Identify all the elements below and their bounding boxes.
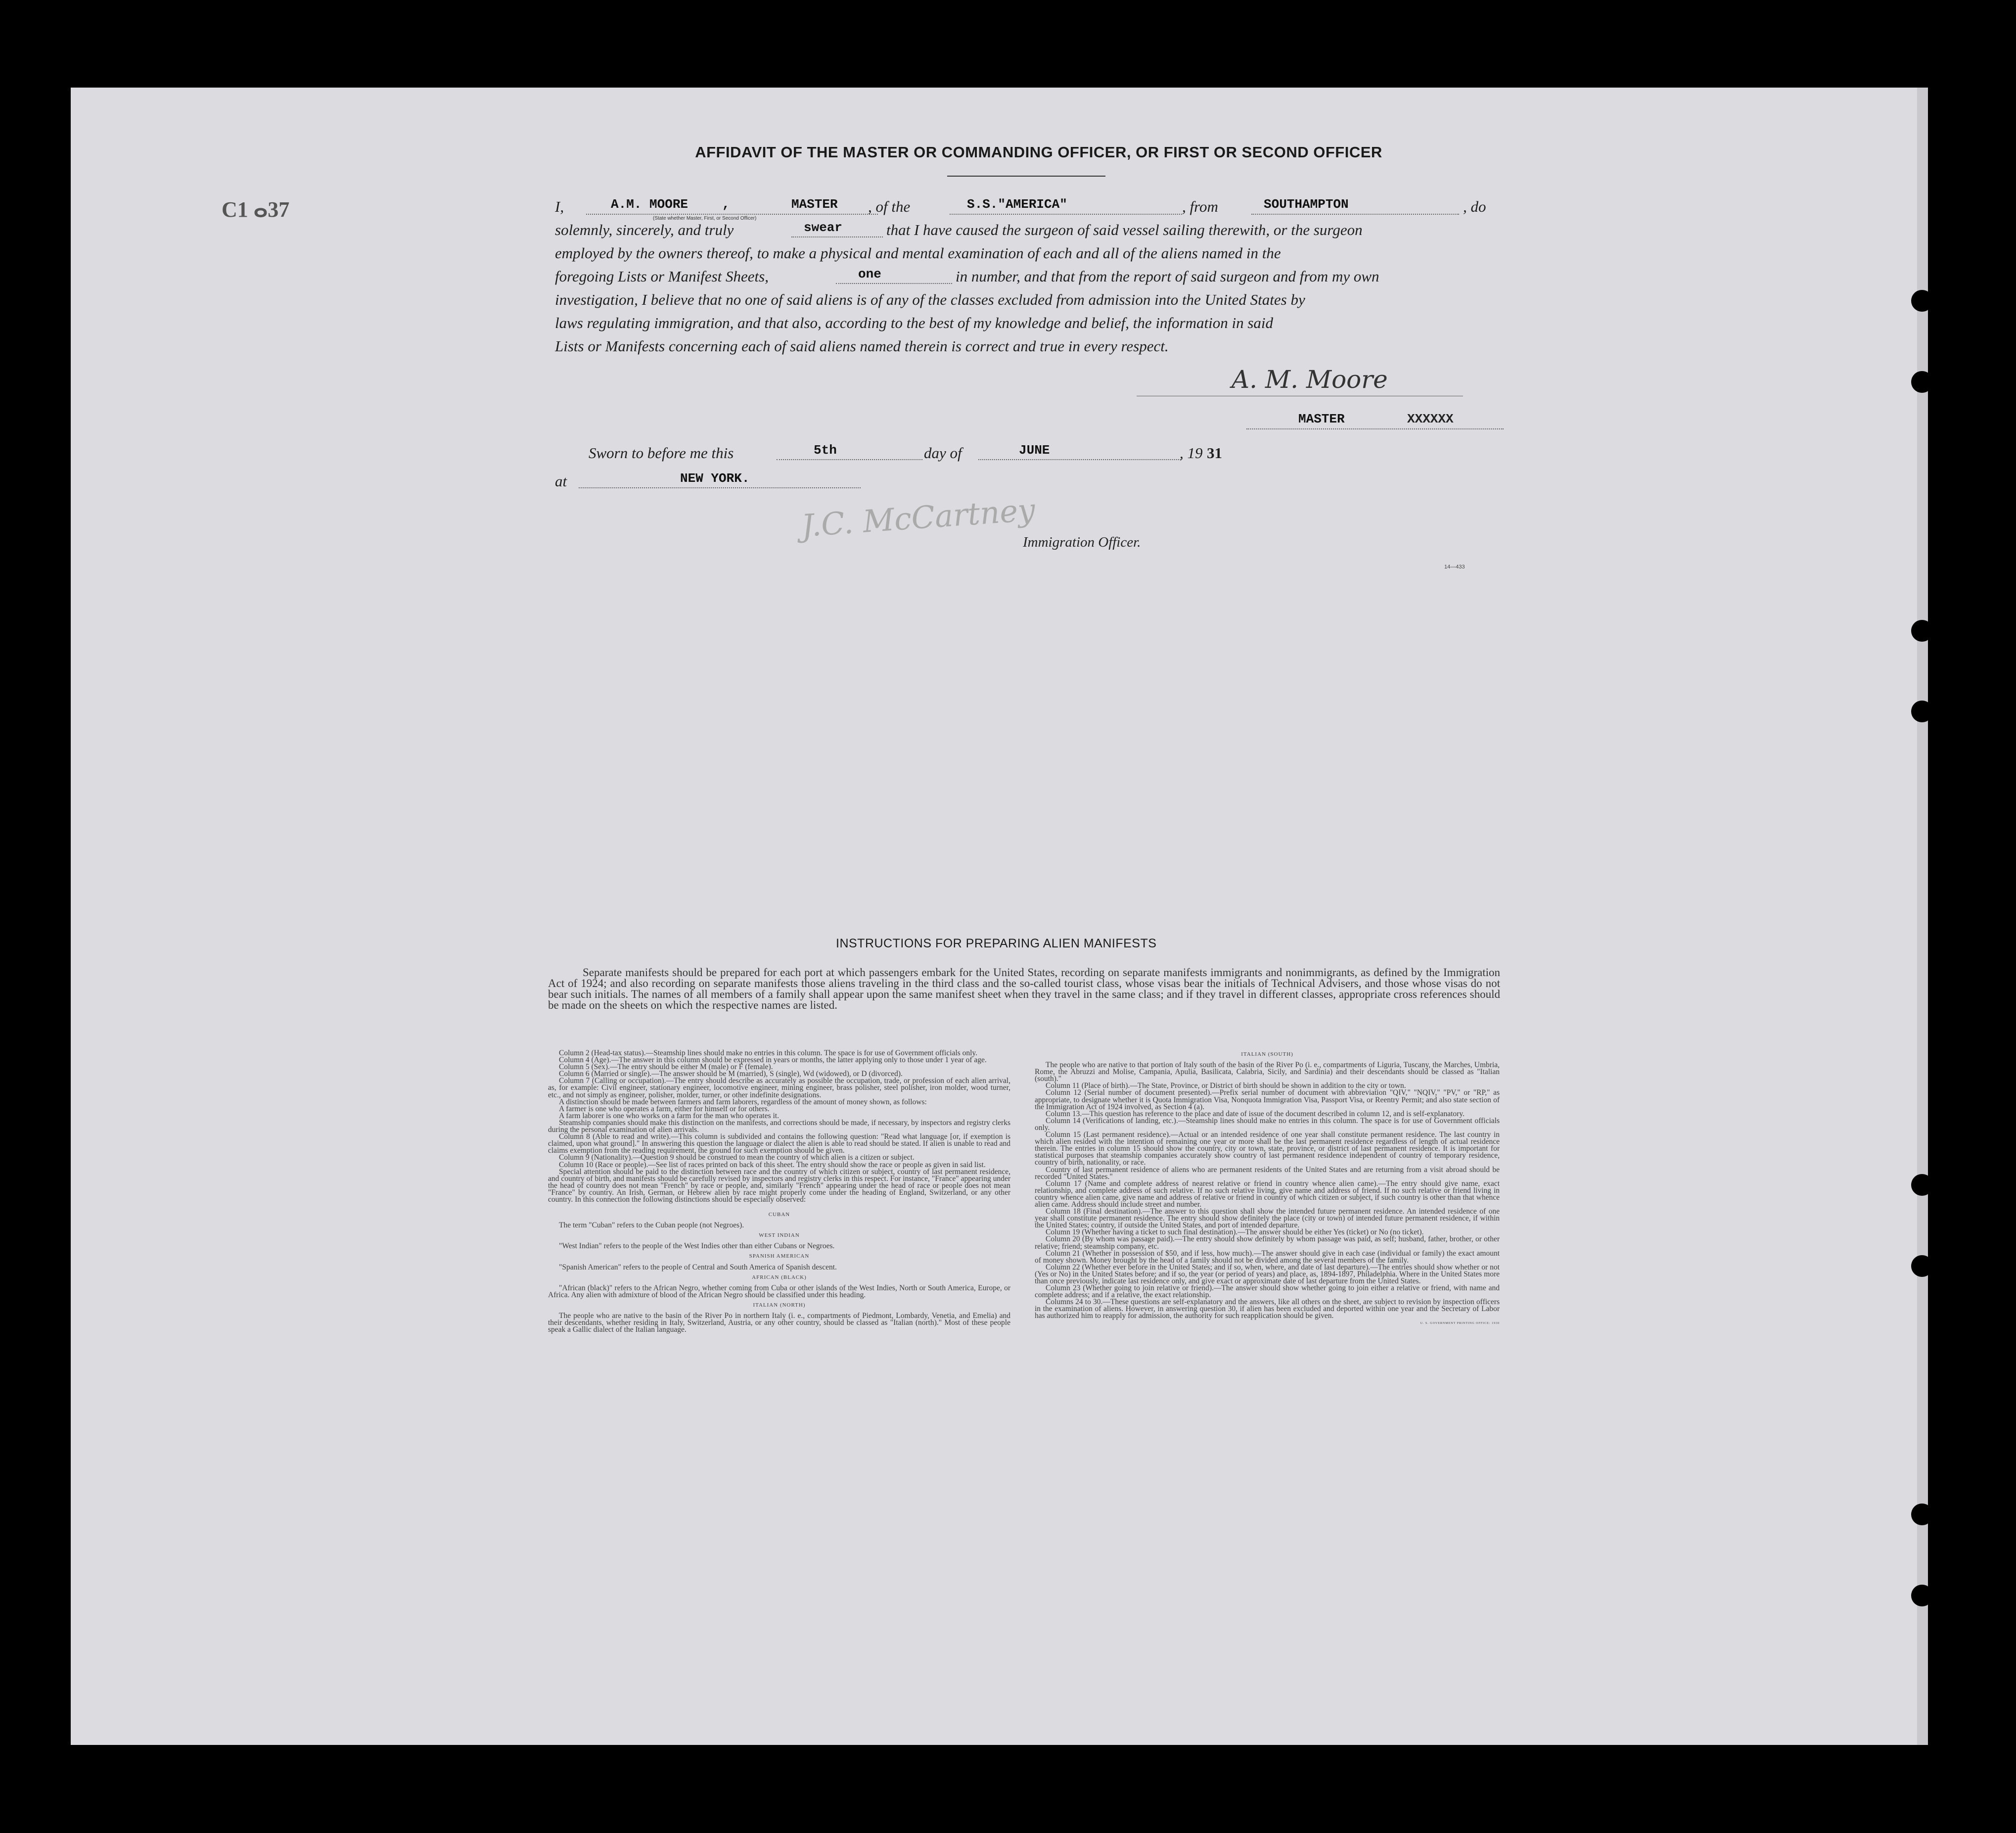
instruction-paragraph: Column 4 (Age).—The answer in this column should be expressed in years or months, the latter applying only to those under 1 year of age. [559,1056,987,1065]
officer-rank: MASTER [791,197,838,212]
vessel-name: S.S."AMERICA" [967,197,1067,212]
place-rule [579,487,861,488]
instructions-title: INSTRUCTIONS FOR PREPARING ALIEN MANIFESTS [836,937,1157,950]
instruction-paragraph: Column 5 (Sex).—The entry should be either M (male) or F (female). [559,1063,773,1072]
sheet-count: one [858,267,881,282]
rank-rule [586,214,878,215]
manifest-sheet [71,88,1928,1745]
instruction-paragraph: Column 20 (By whom was passage paid).—The entry should show definitely by whom passage was paid, as self; husband, father, brother, or other relative; friend; steamship company, etc. [1035,1235,1500,1251]
sworn-place: NEW YORK. [680,471,750,486]
instruction-paragraph: Column 9 (Nationality).—Question 9 should be construed to mean the country of which alien is a citizen or subject. [559,1153,915,1162]
affidavit-line-4b: in number, and that from the report of said surgeon and from my own [956,268,1379,285]
sworn-line: Sworn to before me this [589,444,734,462]
instructions-left-column [548,1050,1010,1333]
instruction-paragraph: Steamship companies should make this distinction on the manifests, and corrections should be made, if necessary, by inspectors and registry clerks during the personal examination of alien arrivals. [548,1118,1010,1134]
italian-north-heading: ITALIAN (NORTH) [753,1302,806,1308]
instruction-paragraph: Special attention should be paid to the distinction between race and the country of which citizen or subject, country of last permanent residence, and country of birth, and manifests should be carefully revised by inspectors and registry clerks in this respect. For instance, "France" appearing under the head of country does not mean "French" by race or people, and, similarly "French" appearing under the head of race or people does not mean "France" by country. An Irish, German, or Hebrew alien by race might properly come under the heading of England, Switzerland, or any other country. In this connection the following distinctions should be especially observed: [548,1167,1010,1204]
punch-hole [1911,1585,1933,1606]
instruction-paragraph: A distinction should be made between farmers and farm laborers, regardless of the amount of money shown, as follows: [559,1097,927,1106]
instruction-paragraph: Column 2 (Head-tax status).—Steamship lines should make no entries in this column. The space is for use of Government officials only. [559,1049,978,1057]
sworn-year: 31 [1207,444,1222,462]
cuban-heading: CUBAN [768,1212,790,1218]
oath-rule [791,236,883,237]
instruction-paragraph: Country of last permanent residence of aliens who are permanent residents of the United States and are returning from a visit abroad should be recorded "United States." [1035,1165,1500,1181]
day-rule [777,459,922,460]
affidavit-line-1: I, [555,198,564,215]
sworn-month: JUNE [1019,443,1050,458]
punch-hole [1911,1174,1933,1196]
title-line [1246,428,1504,429]
affidavit-line-2: solemnly, sincerely, and truly [555,221,734,238]
sworn-day: 5th [814,443,837,458]
rank-note: (State whether Master, First, or Second Officer) [653,216,757,221]
officer-name-comma: , [722,197,730,212]
instruction-paragraph: The people who are native to that portion of Italy south of the basin of the River Po (i. e., compartments of Liguria, Tuscany, the Marches, Umbria, Rome, the Abruzzi and Molise, Campania, Apulia, Basilicata, Calabria, Sicily, and Sardinia) and their descendants should be classed as "Italian (south)." [1035,1061,1500,1083]
african-text: "African (black)" refers to the African Negro, whether coming from Cuba or other islands of the West Indies, North or South America, Europe, or Africa. Any alien with admixture of blood of the African Negro should be classified under this heading. [548,1283,1010,1299]
officer-signature: J.C. McCartney [800,491,1037,544]
punch-hole [1911,1255,1933,1277]
affidavit-line-4: foregoing Lists or Manifest Sheets, [555,268,769,285]
instruction-paragraph: A farmer is one who operates a farm, either for himself or for others. [559,1104,770,1113]
instruction-paragraph: A farm laborer is one who works on a farm for the man who operates it. [559,1111,779,1120]
sheet-count-rule [836,283,952,284]
instructions-right-column [1035,1050,1500,1327]
spanish-american-heading: SPANISH AMERICAN [749,1253,810,1260]
departure-port: SOUTHAMPTON [1264,197,1349,212]
stray-mark: C1 ⴰ37 [222,197,290,222]
port-rule [1251,214,1459,215]
affidavit-line-5: investigation, I believe that no one of said aliens is of any of the classes excluded from admission into the United States by [555,291,1305,308]
punch-hole [1911,290,1933,312]
instruction-paragraph: Column 11 (Place of birth).—The State, Province, or District of birth should be shown in addition to the city or town. [1046,1081,1406,1090]
instruction-paragraph: Column 17 (Name and complete address of nearest relative or friend in country whence alien came).—The entry should give name, exact relationship, and complete address of such relative. If no such relative living, give name and address of friend. If no such relative or friend living in country whence alien came, give name and address of relative or friend in country of which citizen or subject, if such country is other than that whence alien came. Address should include street and number. [1035,1179,1500,1209]
punch-hole [1911,701,1933,722]
instruction-paragraph: Column 22 (Whether ever before in the United States; and if so, when, where, and date of last departure).—The entries should show whether or not (Yes or No) in the United States before; and if so, the year (or period of years) and place, as, 1894-1897, Philadelphia. Where in the United States more than once previously, indicate last residence only, and give exact or approximate date of last departure from the United States. [1035,1263,1500,1285]
cuban-text: The term "Cuban" refers to the Cuban people (not Negroes). [559,1221,744,1230]
at-label: at [555,472,567,490]
master-signature: A. M. Moore [1232,365,1388,394]
oath-word: swear [804,220,843,235]
west-indian-text: "West Indian" refers to the people of the West Indies other than either Cubans or Negroes. [559,1242,835,1251]
sheet-edge [1917,88,1928,1745]
affidavit-line-2b: that I have caused the surgeon of said vessel sailing therewith, or the surgeon [886,221,1363,238]
from-label: , from [1182,198,1218,215]
printing-office-imprint: U. S. GOVERNMENT PRINTING OFFICE: 1930 [1420,1321,1500,1325]
instruction-paragraph: Column 12 (Serial number of document presented).—Prefix serial number of document with abbreviation "QIV," "NQIV," "PV," or "RP," as appropriate, to designate whether it is Quota Immigration Visa, Nonquota Immigration Visa, Passport Visa, or Reentry Permit; and also state section of the Immigration Act of 1924 involved, as Section 4 (a). [1035,1088,1500,1111]
punch-hole [1911,371,1933,393]
instruction-paragraph: Column 21 (Whether in possession of $50, and if less, how much).—The answer should give in each case (individual or family) the exact amount of money shown. Money brought by the head of a family should not be divided among the several members of the family. [1035,1249,1500,1265]
punch-hole [1911,1504,1933,1525]
instruction-paragraph: Column 6 (Married or single).—The answer should be M (married), S (single), Wd (widowed), or D (divorced). [559,1070,903,1079]
instruction-paragraph: Column 10 (Race or people).—See list of races printed on back of this sheet. The entry should show the race or people as given in said list. [559,1160,986,1169]
instructions-intro: Separate manifests should be prepared for each port at which passengers embark for the United States, recording on separate manifests immigrants and nonimmigrants, as defined by the Immigration Act of 1924; and also recording on separate manifests those aliens traveling in the third class and the so-called tourist class, whose visas bear the initials of Technical Advisers, and those whose visas do not bear such initials. The names of all members of a family shall appear upon the same manifest sheet when they travel in the same class; and if they travel in different classes, appropriate cross references should be made on the sheets on which the respective names are listed. [548,966,1500,1011]
instruction-paragraph: Column 13.—This question has reference to the place and date of issue of the document described in column 12, and is self-explanatory. [1046,1109,1465,1118]
day-of-label: day of [924,444,962,462]
title-rule [947,176,1105,177]
instruction-paragraph: Column 15 (Last permanent residence).—Actual or an intended residence of one year shall constitute permanent residence. The last country in which alien resided with the intention of remaining one year or more shall be the last permanent residence regardless of length of actual residence therein. The entries in column 15 should show the country, city or town, state, province, or district of last permanent residence. It is important for statistical purposes that steamship companies accurately show country of last permanent residence independent of country of temporary residence, country of birth, nationality, or race. [1035,1130,1500,1167]
instruction-paragraph: Column 7 (Calling or occupation).—The entry should describe as accurately as possible the occupation, trade, or profession of each alien arrival, as, for example: Civil engineer, stationary engineer, locomotive engineer, mining engineer, brass polisher, steel polisher, iron molder, wood turner, etc., and not simply as engineer, polisher, molder, turner, or other indefinite designations. [548,1077,1010,1099]
affidavit-line-6: laws regulating immigration, and that also, according to the best of my knowledge and belief, the information in said [555,314,1274,331]
italian-north-text: The people who are native to the basin of the River Po in northern Italy (i. e., compartments of Piedmont, Lombardy, Venetia, and Emelia) and their descendants, whether residing in Italy, Switzerland, Austria, or any other country, should be classed as "Italian (north)." Most of these people speak a Gallic dialect of the Italian language. [548,1312,1010,1334]
officer-name: A.M. MOORE [611,197,688,212]
vessel-rule [950,214,1182,215]
affidavit-line-3: employed by the owners thereof, to make a physical and mental examination of each and all of the aliens named in the [555,244,1281,262]
west-indian-heading: WEST INDIAN [759,1232,800,1239]
do-label: , do [1463,198,1486,215]
instruction-paragraph: Column 14 (Verifications of landing, etc.).—Steamship lines should make no entries in this column. The space is for use of Government officials only. [1035,1116,1500,1132]
spanish-american-text: "Spanish American" refers to the people of Central and South America of Spanish descent. [559,1263,837,1271]
signer-title: MASTER [1298,412,1345,426]
instruction-paragraph: Column 23 (Whether going to join relative or friend).—The answer should show whether going to join either a relative or friend, with name and complete address; and if a relative, the exact relationship. [1035,1284,1500,1300]
instruction-paragraph: Column 18 (Final destination).—The answer to this question shall show the intended future permanent residence. An intended residence of one year shall constitute permanent residence. The entry should show definitely the place (city or town) of intended future permanent residence, if within the United States; country, if outside the United States, and port of intended departure. [1035,1207,1500,1230]
month-rule [978,459,1181,460]
instruction-paragraph: Column 19 (Whether having a ticket to such final destination).—The answer should be either Yes (ticket) or No (no ticket). [1046,1228,1424,1237]
african-heading: AFRICAN (BLACK) [752,1274,807,1280]
immigration-officer-label: Immigration Officer. [1023,534,1141,550]
italian-south-heading: ITALIAN (SOUTH) [1241,1051,1293,1057]
year-prefix: , 19 [1180,444,1203,462]
instruction-paragraph: Columns 24 to 30.—These questions are self-explanatory and the answers, like all others on the sheet, are subject to revision by inspection officers in the examination of aliens. However, in answering question 30, if alien has been excluded and deported within one year and the Secretary of Labor has authorized him to reapply for admission, the authority for such reapplication should be given. [1035,1298,1500,1320]
instruction-paragraph: Column 8 (Able to read and write).—This column is subdivided and contains the following question: "Read what language [or, if exemption is claimed, upon what ground]." In answering this question the language or dialect the alien is able to read should be stated. If alien is unable to read and claims exemption from the reading requirement, the ground for such exemption should be given. [548,1132,1010,1155]
affidavit-title: AFFIDAVIT OF THE MASTER OR COMMANDING OFFICER, OR FIRST OR SECOND OFFICER [695,143,1382,161]
affidavit-line-7: Lists or Manifests concerning each of said aliens named therein is correct and true in every respect. [555,337,1169,355]
signer-title-struck: XXXXXX [1407,412,1454,426]
punch-hole [1911,620,1933,642]
form-number: 14—433 [1444,564,1465,570]
of-the-label: , of the [868,198,911,215]
